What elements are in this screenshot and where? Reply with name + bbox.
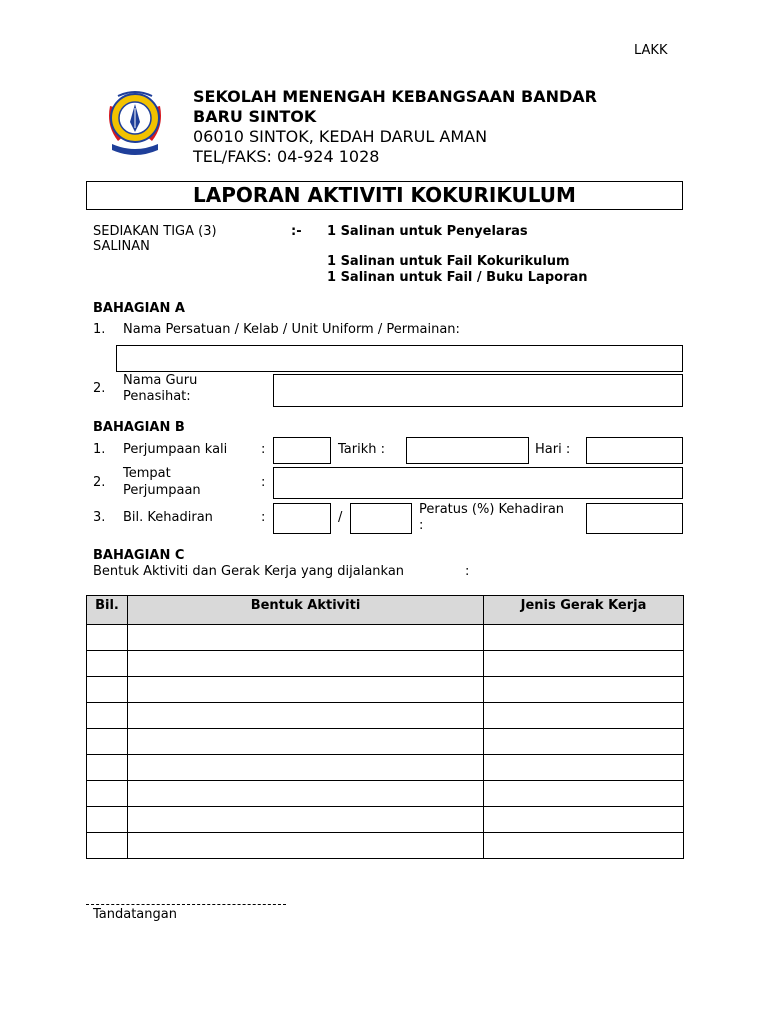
copy-item: 1 Salinan untuk Fail Kokurikulum — [327, 254, 570, 269]
work-type-cell[interactable] — [484, 703, 684, 729]
activity-cell[interactable] — [128, 651, 484, 677]
table-row — [87, 703, 684, 729]
item-number: 1. — [93, 322, 106, 337]
column-header-label: Bil. — [95, 598, 119, 613]
bil-cell[interactable] — [87, 755, 128, 781]
table-row — [87, 729, 684, 755]
table-row — [87, 677, 684, 703]
bil-cell[interactable] — [87, 625, 128, 651]
bil-cell[interactable] — [87, 651, 128, 677]
column-header-bil — [87, 596, 128, 625]
attendance-present-field[interactable] — [273, 503, 331, 534]
bil-cell[interactable] — [87, 703, 128, 729]
document-title: LAPORAN AKTIVITI KOKURIKULUM — [193, 183, 576, 207]
attendance-percent-label-line1: Peratus (%) Kehadiran — [419, 502, 565, 517]
activity-cell[interactable] — [128, 781, 484, 807]
copies-label-line2: SALINAN — [93, 239, 150, 254]
work-type-cell[interactable] — [484, 807, 684, 833]
date-label: Tarikh : — [338, 442, 385, 457]
bil-cell[interactable] — [87, 729, 128, 755]
activity-cell[interactable] — [128, 703, 484, 729]
column-header-label: Bentuk Aktiviti — [250, 598, 361, 613]
day-field[interactable] — [586, 437, 683, 464]
bil-cell[interactable] — [87, 781, 128, 807]
copies-label-line1: SEDIAKAN TIGA (3) — [93, 224, 217, 239]
bil-cell[interactable] — [87, 833, 128, 859]
club-name-field[interactable] — [116, 345, 683, 372]
activity-cell[interactable] — [128, 833, 484, 859]
copy-item: 1 Salinan untuk Fail / Buku Laporan — [327, 270, 588, 285]
activity-cell[interactable] — [128, 677, 484, 703]
advisor-label-line2: Penasihat: — [123, 389, 191, 404]
column-header-label: Jenis Gerak Kerja — [520, 598, 647, 613]
column-header-activity — [128, 596, 484, 625]
item-number: 2. — [93, 381, 106, 396]
table-row — [87, 807, 684, 833]
document-code: LAKK — [634, 43, 668, 58]
activity-table — [86, 595, 684, 859]
section-b-heading: BAHAGIAN B — [93, 420, 185, 435]
section-c-heading: BAHAGIAN C — [93, 548, 185, 563]
advisor-label-line1: Nama Guru — [123, 373, 198, 388]
meeting-count-field[interactable] — [273, 437, 331, 464]
colon-label: : — [261, 510, 266, 525]
work-type-cell[interactable] — [484, 729, 684, 755]
club-name-label: Nama Persatuan / Kelab / Unit Uniform / Permainan: — [123, 322, 460, 337]
school-address: 06010 SINTOK, KEDAH DARUL AMAN — [193, 127, 488, 146]
activity-cell[interactable] — [128, 625, 484, 651]
day-label: Hari : — [535, 442, 571, 457]
venue-label-line2: Perjumpaan — [123, 483, 201, 498]
school-name-line1: SEKOLAH MENENGAH KEBANGSAAN BANDAR — [193, 87, 597, 106]
title-box — [86, 181, 683, 210]
copy-item: 1 Salinan untuk Penyelaras — [327, 224, 528, 239]
attendance-total-field[interactable] — [350, 503, 412, 534]
colon-label: : — [465, 564, 470, 579]
school-telfax: TEL/FAKS: 04-924 1028 — [193, 147, 380, 166]
bil-cell[interactable] — [87, 677, 128, 703]
work-type-cell[interactable] — [484, 625, 684, 651]
table-row — [87, 781, 684, 807]
table-row — [87, 833, 684, 859]
work-type-cell[interactable] — [484, 651, 684, 677]
attendance-label: Bil. Kehadiran — [123, 510, 213, 525]
item-number: 1. — [93, 442, 106, 457]
table-row — [87, 651, 684, 677]
date-field[interactable] — [406, 437, 529, 464]
attendance-percent-label-line2: : — [419, 518, 424, 533]
attendance-percent-field[interactable] — [586, 503, 683, 534]
school-crest-logo — [104, 86, 166, 156]
activity-subtitle: Bentuk Aktiviti dan Gerak Kerja yang dijalankan — [93, 564, 405, 579]
colon-label: : — [261, 442, 266, 457]
venue-label-line1: Tempat — [123, 466, 171, 481]
signature-line[interactable] — [86, 904, 286, 905]
signature-label: Tandatangan — [93, 907, 177, 922]
work-type-cell[interactable] — [484, 833, 684, 859]
table-row — [87, 755, 684, 781]
activity-cell[interactable] — [128, 729, 484, 755]
colon-label: : — [261, 475, 266, 490]
bil-cell[interactable] — [87, 807, 128, 833]
column-header-work-type — [484, 596, 684, 625]
meeting-count-label: Perjumpaan kali — [123, 442, 228, 457]
table-row — [87, 625, 684, 651]
advisor-name-field[interactable] — [273, 374, 683, 407]
work-type-cell[interactable] — [484, 677, 684, 703]
copies-separator: :- — [291, 224, 302, 239]
section-a-heading: BAHAGIAN A — [93, 301, 185, 316]
school-name-line2: BARU SINTOK — [193, 107, 317, 126]
table-header-row — [87, 596, 684, 625]
activity-cell[interactable] — [128, 755, 484, 781]
slash-separator: / — [338, 510, 343, 525]
work-type-cell[interactable] — [484, 781, 684, 807]
activity-cell[interactable] — [128, 807, 484, 833]
item-number: 3. — [93, 510, 106, 525]
item-number: 2. — [93, 475, 106, 490]
venue-field[interactable] — [273, 467, 683, 499]
work-type-cell[interactable] — [484, 755, 684, 781]
